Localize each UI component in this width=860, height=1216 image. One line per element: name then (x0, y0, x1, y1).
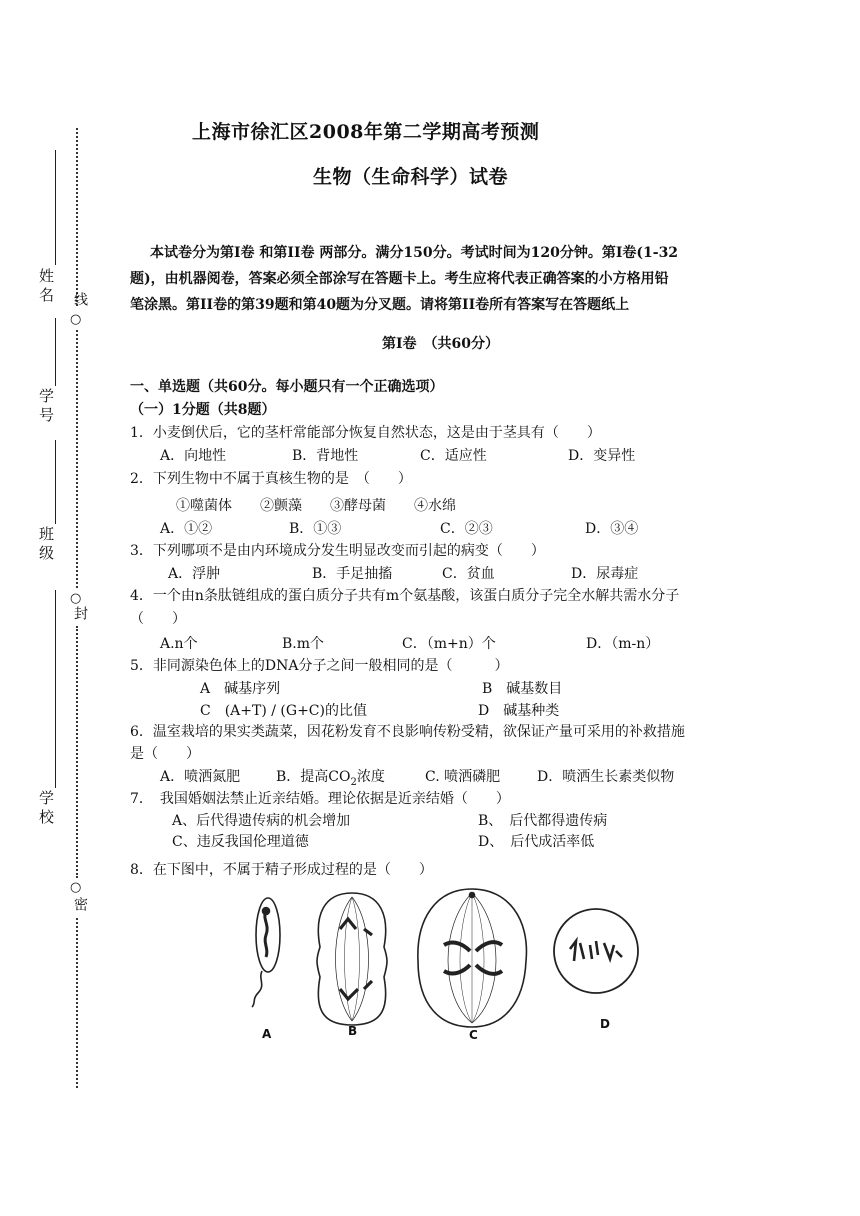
question-7-option-d[interactable]: D、 后代成活率低 (478, 834, 595, 850)
question-6-option-c[interactable]: C. 喷洒磷肥 (425, 769, 501, 785)
question-6-stem: 6．温室栽培的果实类蔬菜，因花粉发育不良影响传粉受精，欲保证产量可采用的补救措施 (130, 724, 685, 740)
part-heading: 一、单选题（共60分。每小题只有一个正确选项） (130, 379, 444, 395)
question-1-option-d[interactable]: D．变异性 (568, 448, 636, 464)
name-field-label: 姓名 (37, 268, 55, 306)
figure-b-dividing-cell[interactable] (317, 893, 387, 1025)
question-4-option-a[interactable]: A.n个 (160, 636, 198, 652)
seal-dotted-line (76, 918, 78, 1088)
question-7-option-b[interactable]: B、 后代都得遗传病 (478, 813, 608, 829)
question-4-stem-cont: （ ） (130, 611, 186, 627)
student-id-field-label: 学号 (37, 388, 55, 426)
instructions-line: 本试卷分为第Ⅰ卷 和第II卷 两部分。满分150分。考试时间为120分钟。第Ⅰ卷(1-32 (150, 245, 679, 261)
seal-mark-seal: 封 (72, 606, 88, 624)
question-1-option-c[interactable]: C．适应性 (420, 448, 487, 464)
name-field-line[interactable] (55, 150, 56, 265)
question-6-option-a[interactable]: A．喷洒氮肥 (160, 769, 241, 785)
question-1-option-b[interactable]: B．背地性 (292, 448, 359, 464)
question-2-option-d[interactable]: D．③④ (585, 521, 639, 537)
seal-mark-secret: 密 (72, 897, 88, 915)
question-3-option-b[interactable]: B．手足抽搐 (312, 566, 393, 582)
question-5-option-d[interactable]: D 碱基种类 (478, 703, 560, 719)
question-2-items: ①噬菌体 ②颤藻 ③酵母菌 ④水绵 (176, 498, 456, 514)
figure-label-c: C (469, 1028, 478, 1042)
seal-circle-icon: ○ (70, 880, 82, 895)
question-4-option-d[interactable]: D．（m-n） (586, 636, 660, 652)
seal-dotted-line (76, 330, 78, 588)
cell-division-figure (240, 885, 660, 1045)
question-6-option-d[interactable]: D．喷洒生长素类似物 (537, 769, 675, 785)
figure-c-metaphase-cell[interactable] (418, 889, 527, 1027)
question-5-option-a[interactable]: A 碱基序列 (200, 681, 281, 697)
instructions-line: 笔涂黑。第II卷的第39题和第40题为分叉题。请将第II卷所有答案写在答题纸上 (130, 297, 630, 313)
page-subtitle: 生物（生命科学）试卷 (313, 166, 509, 188)
school-field-line[interactable] (55, 590, 56, 788)
question-8-stem: 8．在下图中，不属于精子形成过程的是（ ） (130, 862, 433, 878)
sub-heading: （一）1分题（共8题） (130, 402, 276, 418)
question-2-option-c[interactable]: C．②③ (440, 521, 493, 537)
question-2-option-b[interactable]: B．①③ (289, 521, 342, 537)
seal-dotted-line (76, 626, 78, 878)
question-7-option-a[interactable]: A、后代得遗传病的机会增加 (172, 813, 351, 829)
class-field-line[interactable] (55, 440, 56, 524)
school-field-label: 学校 (37, 790, 55, 828)
instructions-line: 题)，由机器阅卷，答案必须全部涂写在答题卡上。考生应将代表正确答案的小方格用铅 (130, 271, 669, 287)
figure-label-a: A (262, 1027, 272, 1041)
question-4-option-b[interactable]: B.m个 (282, 636, 325, 652)
figure-a-sperm-cell[interactable] (252, 898, 280, 1007)
seal-dotted-line (76, 128, 78, 306)
figure-label-b: B (348, 1024, 358, 1038)
student-id-field-line[interactable] (55, 318, 56, 386)
question-3-option-c[interactable]: C．贫血 (442, 566, 495, 582)
figure-d-round-cell[interactable] (554, 909, 638, 993)
figure-label-d: D (600, 1017, 610, 1031)
question-4-stem: 4．一个由n条肽链组成的蛋白质分子共有m个氨基酸，该蛋白质分子完全水解共需水分子 (130, 588, 680, 604)
question-4-option-c[interactable]: C．（m+n）个 (402, 636, 496, 652)
question-5-option-b[interactable]: B 碱基数目 (482, 681, 563, 697)
question-3-option-a[interactable]: A．浮肿 (168, 566, 221, 582)
question-2-stem: 2．下列生物中不属于真核生物的是 （ ） (130, 471, 412, 487)
question-7-option-c[interactable]: C、违反我国伦理道德 (172, 834, 309, 850)
option-b-text-end: 浓度 (356, 769, 385, 785)
option-b-text: B．提高CO (276, 769, 351, 785)
question-6-stem-cont: 是（ ） (130, 746, 200, 762)
question-1-stem: 1．小麦倒伏后，它的茎杆常能部分恢复自然状态，这是由于茎具有（ ） (130, 425, 601, 441)
seal-circle-icon: ○ (70, 312, 82, 327)
question-7-stem: 7． 我国婚姻法禁止近亲结婚。理论依据是近亲结婚（ ） (130, 791, 510, 807)
seal-circle-icon: ○ (70, 591, 82, 606)
question-1-option-a[interactable]: A．向地性 (160, 448, 227, 464)
question-3-stem: 3．下列哪项不是由内环境成分发生明显改变而引起的病变（ ） (130, 543, 545, 559)
seal-mark-line: 线 (72, 292, 88, 310)
question-5-option-c[interactable]: C (A+T) / (G+C)的比值 (200, 703, 367, 719)
question-3-option-d[interactable]: D．尿毒症 (571, 566, 639, 582)
question-2-option-a[interactable]: A．①② (160, 521, 213, 537)
section-title: 第Ⅰ卷 （共60分） (382, 336, 500, 352)
question-5-stem: 5．非同源染色体上的DNA分子之间一般相同的是（ ） (130, 658, 509, 674)
page-title: 上海市徐汇区2008年第二学期高考预测 (192, 121, 540, 143)
co2-subscript: 2 (350, 776, 357, 788)
class-field-label: 班级 (37, 526, 55, 564)
